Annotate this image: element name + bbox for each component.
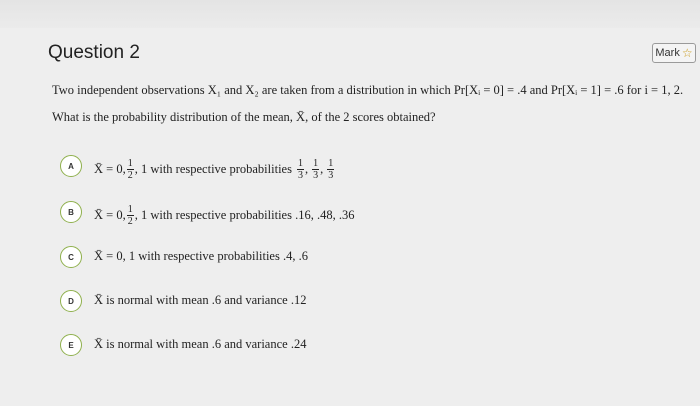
- option-a-prob-3: $\frac{1}{3}$: [328, 158, 334, 181]
- option-a-prob-2: $\frac{1}{3}$: [313, 158, 319, 181]
- option-c[interactable]: [60, 246, 660, 268]
- star-outline-icon: ☆: [681, 46, 693, 60]
- option-e-letter-badge[interactable]: E: [60, 334, 82, 356]
- option-b-text-end: , 1 with respective probabilities .16, .48, .36: [134, 208, 355, 222]
- option-c-text[interactable]: X̄ = 0, 1 with respective probabilities .4, .6: [94, 249, 308, 263]
- option-b-fraction-half: $\frac{1}{2}$: [127, 204, 133, 227]
- option-a-text-start: X̄ = 0,: [94, 162, 126, 176]
- option-b-text[interactable]: [94, 204, 354, 227]
- option-a-letter-badge[interactable]: A: [60, 155, 82, 177]
- top-bar: [0, 0, 700, 28]
- mark-button[interactable]: [652, 43, 696, 63]
- question-title: Question 2: [48, 42, 140, 63]
- mark-label: Mark: [655, 47, 680, 59]
- option-a-text[interactable]: X̄ = 0, $\frac{1}{2}$ , 1 with respective probabilities $\frac{1}{3}$ , $\frac{1}{3}$ , $\frac{1}{3}$: [94, 158, 334, 181]
- option-b-text-start: X̄ = 0,: [94, 208, 126, 222]
- option-a-prob-1: $\frac{1}{3}$: [297, 158, 303, 181]
- question-stem-line-2: What is the probability distribution of the mean, X̄, of the 2 scores obtained?: [52, 110, 436, 124]
- option-b-letter-badge[interactable]: B: [60, 201, 82, 223]
- option-c-letter-badge[interactable]: C: [60, 246, 82, 268]
- option-a[interactable]: [60, 155, 660, 181]
- option-d[interactable]: [60, 290, 660, 312]
- option-a-text-mid: , 1 with respective probabilities: [134, 162, 292, 176]
- option-d-text[interactable]: X̄ is normal with mean .6 and variance .12: [94, 293, 307, 307]
- question-stem-line-1: Two independent observations X₁ and X₂ are taken from a distribution in which Pr[Xᵢ = 0] = .4 and Pr[Xᵢ = 1] = .6 for i = 1, 2.: [52, 83, 684, 97]
- option-a-fraction-half: $\frac{1}{2}$: [127, 158, 133, 181]
- option-b[interactable]: [60, 201, 660, 227]
- option-d-letter-badge[interactable]: D: [60, 290, 82, 312]
- option-e[interactable]: [60, 334, 660, 356]
- option-e-text[interactable]: X̄ is normal with mean .6 and variance .24: [94, 337, 307, 351]
